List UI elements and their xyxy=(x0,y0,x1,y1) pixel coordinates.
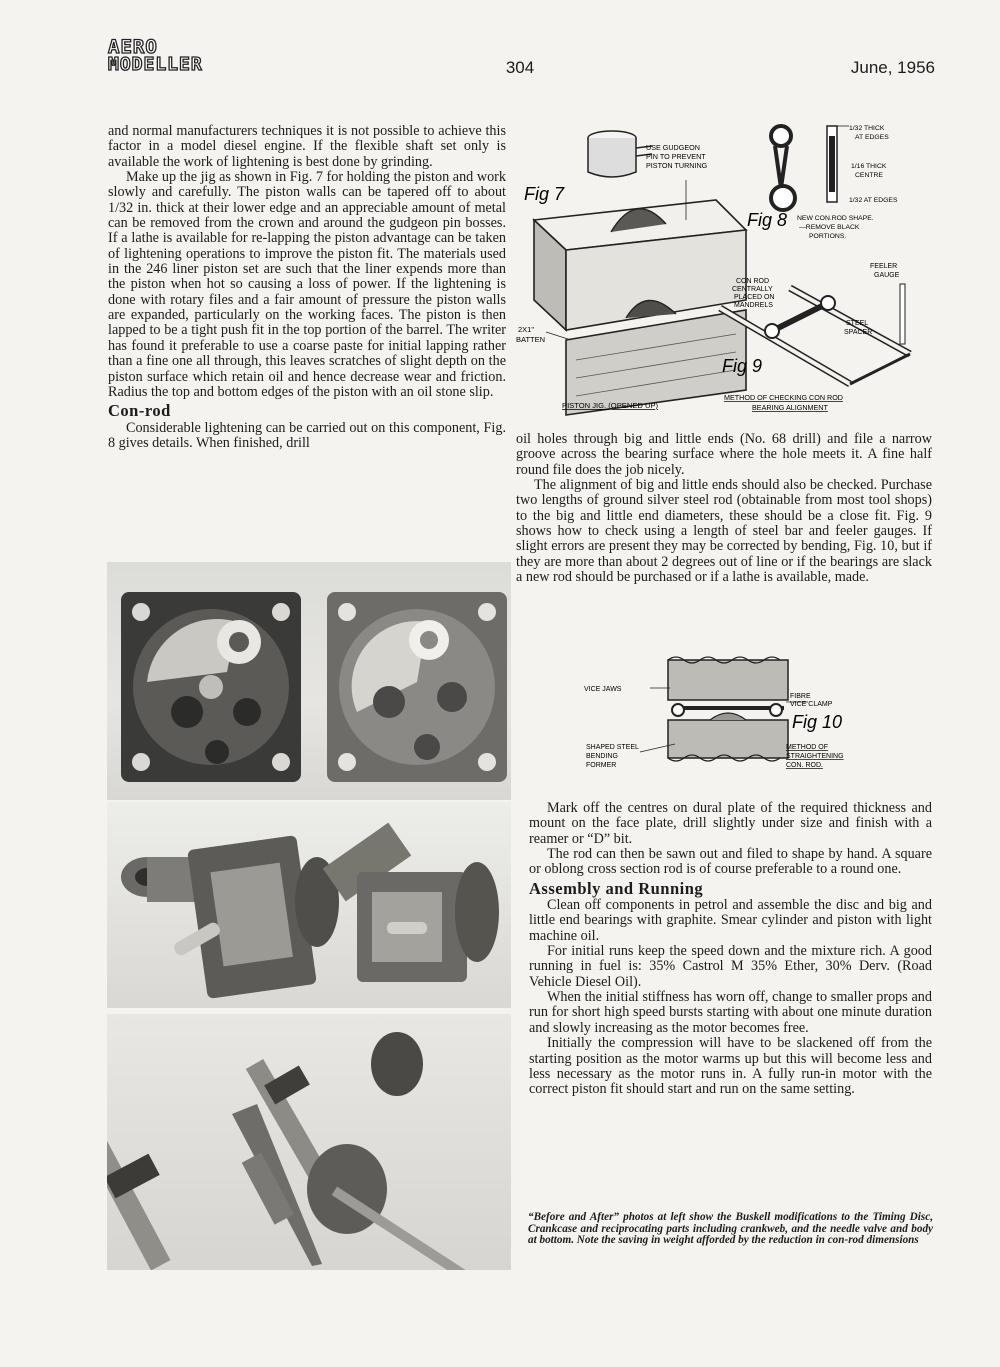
issue-date: June, 1956 xyxy=(850,58,935,77)
fig9-caption-1: METHOD OF CHECKING CON ROD xyxy=(724,393,843,402)
fig10-caption-1: METHOD OF xyxy=(786,744,828,751)
photo-crankcases xyxy=(107,802,511,1008)
fig8-dim3: 1/32 AT EDGES xyxy=(849,197,898,204)
fig9-label: Fig 9 xyxy=(722,356,763,376)
fig9-conrod-1: CON ROD xyxy=(736,278,770,285)
paragraph: For initial runs keep the speed down and the mixture rich. A good running in fuel is: 35% Castrol M 35% Ether, 30% Derv. (Road Vehicle Diesel Oil). xyxy=(529,943,932,990)
right-column-text xyxy=(516,432,932,585)
paragraph: Clean off components in petrol and assemble the disc and big and little end bearings with graphite. Smear cylinder and piston with light machine oil. xyxy=(529,897,932,944)
fig7-note-3: PISTON TURNING xyxy=(646,161,708,170)
fig10-former-2: BENDING xyxy=(586,753,618,760)
fig9-feeler-1: FEELER xyxy=(870,263,898,270)
figure-7-caption xyxy=(560,398,710,412)
fig9-spacer-1: STEEL xyxy=(846,320,869,327)
fig7-note-1: USE GUDGEON xyxy=(646,143,700,152)
paragraph: and normal manufacturers techniques it is not possible to achieve this factor in a model diesel engine. If the flexible shaft set only is available the work of lightening is best done by grinding. xyxy=(108,123,506,170)
fig7-batten-2: BATTEN xyxy=(516,335,546,344)
paragraph: Initially the compression will have to be slackened off from the starting position as the motor warms up but this will become less and less necessary as the motor runs in. A fully run-in motor with the correct piston fit should start and run on the same setting. xyxy=(529,1035,932,1098)
section-heading-conrod: Con-rod xyxy=(108,401,171,421)
fig7-note-2: PIN TO PREVENT xyxy=(646,152,706,161)
fig10-label: Fig 10 xyxy=(792,712,843,732)
masthead-line2: MODELLER xyxy=(108,54,203,75)
fig9-caption-2: BEARING ALIGNMENT xyxy=(752,403,828,412)
fig8-dim1a: 1/32 THICK xyxy=(849,125,885,132)
fig9-conrod-2: CENTRALLY xyxy=(732,286,773,293)
paragraph: Make up the jig as shown in Fig. 7 for holding the piston and work slowly and carefully. The piston walls can be tapered off to about 1/32 in. thick at their lower edge and an appreciable amount of metal can be removed from the crown and around the gudgeon pin bosses. If a lathe is available for re-lapping the piston advantage can be taken of lightening operations to improve the piston fit. The materials used in the 246 liner piston set are such that the liner expends more than the piston when hot so causing a loss of power. If the lightening is done with rotary files and a fair amount of pressure the piston walls are expanded, particularly on the working faces. The piston is then lapped to be a tight push fit in the top portion of the barrel. The writer has found it preferable to use a coarse paste for initial lapping rather than a fine one all through, this leaves scratches of slight depth on the piston surface which retain oil and hence decrease wear and friction. Radius the top and bottom edges of the piston with an oil stone slip. xyxy=(108,169,506,400)
paragraph: Mark off the centres on dural plate of the required thickness and mount on the face plate, drill slightly under size and finish with a reamer or “D” bit. xyxy=(529,800,932,847)
fig8-note-3: PORTIONS. xyxy=(809,233,847,240)
paragraph: When the initial stiffness has worn off, change to smaller props and run for short high speed bursts starting with about one minute duration and slowly increasing as the motor becomes free. xyxy=(529,989,932,1036)
fig8-note-2: —REMOVE BLACK xyxy=(799,224,860,231)
fig9-feeler-2: GAUGE xyxy=(874,272,900,279)
right-column-text-continued xyxy=(529,801,932,1098)
section-heading-assembly: Assembly and Running xyxy=(529,878,704,898)
fig7-label: Fig 7 xyxy=(524,184,565,204)
fig8-dim2b: CENTRE xyxy=(855,172,883,179)
fig7-batten-1: 2X1" xyxy=(518,325,535,334)
photo-timing-discs xyxy=(107,562,511,800)
fig10-former-3: FORMER xyxy=(586,762,617,769)
paragraph: The alignment of big and little ends should also be checked. Purchase two lengths of ground silver steel rod (obtainable from most tool shops) to the big and little end diameters, these should be a close fit. Fig. 9 shows how to check using a length of steel bar and feeler gauges. If slight errors are present they may be corrected by bending, Fig. 10, but if they are more than about 2 degrees out of line or if the bearings are slack a new rod should be purchased or if a lathe is available, made. xyxy=(516,477,932,586)
fig9-conrod-4: MANDRELS xyxy=(734,302,773,309)
page-number: 304 xyxy=(505,58,535,77)
photo-caption: “Before and After” photos at left show the Buskell modifications to the Timing Disc, Crankcase and reciprocating parts including crankweb, and the needle valve and body at bottom. Note the saving in weight afforded by the reduction in con-rod dimensions xyxy=(528,1211,933,1247)
figure-10-straightening xyxy=(580,652,880,782)
fig10-former-1: SHAPED STEEL xyxy=(586,744,639,751)
fig8-dim2a: 1/16 THICK xyxy=(851,163,887,170)
photo-needle-valves xyxy=(107,1014,511,1270)
fig9-conrod-3: PLACED ON xyxy=(734,294,775,301)
magazine-masthead xyxy=(108,38,228,74)
fig7-caption: PISTON JIG. (OPENED UP) xyxy=(562,401,659,410)
fig8-label: Fig 8 xyxy=(747,210,788,230)
fig8-dim1b: AT EDGES xyxy=(855,134,889,141)
fig10-fibre-2: VICE CLAMP xyxy=(790,701,833,708)
fig10-fibre-1: FIBRE xyxy=(790,693,811,700)
paragraph: oil holes through big and little ends (No. 68 drill) and file a narrow groove across the bearing surface where the hole meets it. A fine half round file does the job nicely. xyxy=(516,431,932,478)
fig10-caption-2: STRAIGHTENING xyxy=(786,753,844,760)
masthead-line1: AERO xyxy=(108,36,158,58)
fig8-note-1: NEW CON.ROD SHAPE. xyxy=(797,215,874,222)
figure-8-conrod xyxy=(745,118,935,254)
figure-9-alignment-check xyxy=(710,254,936,414)
paragraph: The rod can then be sawn out and filed to shape by hand. A square or oblong cross section rod is of course preferable to a round one. xyxy=(529,846,932,878)
left-column-text xyxy=(108,124,506,451)
fig10-vice-jaws: VICE JAWS xyxy=(584,686,622,693)
paragraph: Considerable lightening can be carried out on this component, Fig. 8 gives details. When finished, drill xyxy=(108,419,506,451)
fig10-caption-3: CON. ROD. xyxy=(786,762,823,769)
fig9-spacer-2: SPACER xyxy=(844,329,873,336)
